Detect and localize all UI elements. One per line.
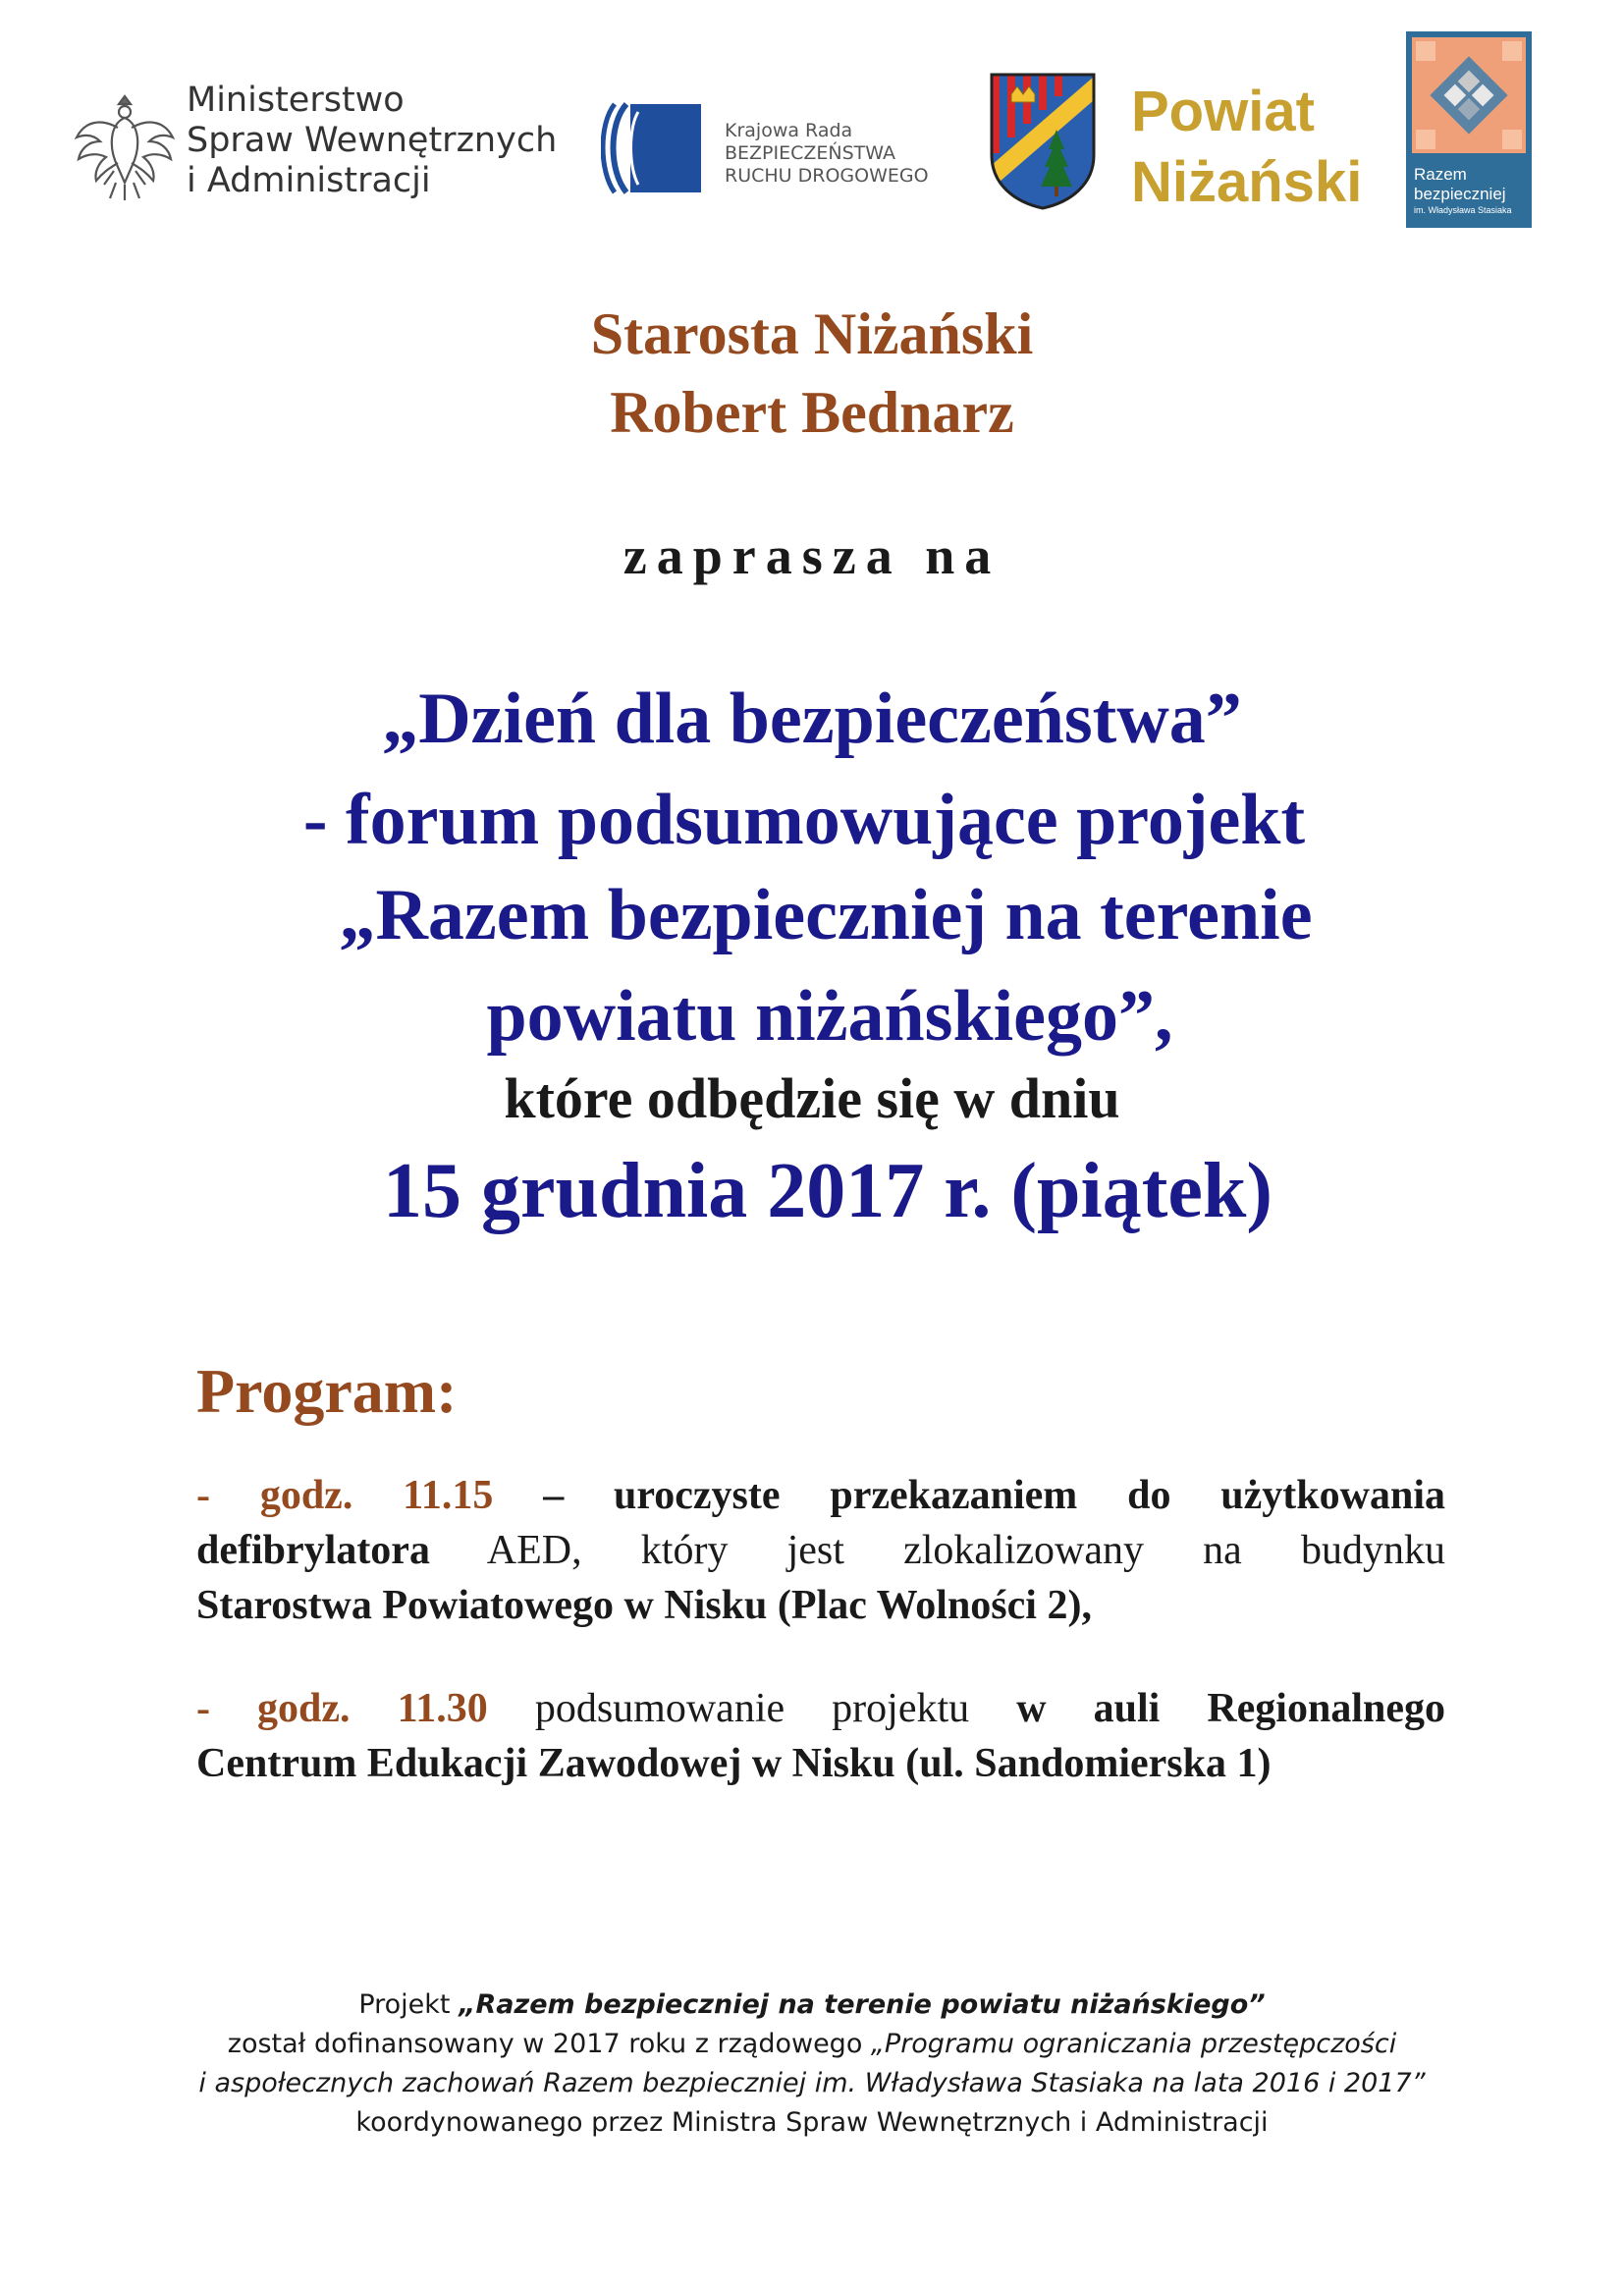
logo-krbrd — [601, 98, 954, 206]
krbrd-line-3: RUCHU DROGOWEGO — [725, 165, 929, 187]
razem-name — [1414, 165, 1512, 216]
puzzle-icon — [1412, 37, 1526, 153]
logo-razem-bezpieczniej — [1406, 31, 1532, 228]
program-item-1 — [196, 1468, 1445, 1633]
krbrd-name — [725, 120, 929, 188]
funding-line-2 — [0, 2025, 1624, 2064]
event-title-line-3: „Razem bezpieczniej na terenie — [339, 875, 1313, 955]
funding-line-1 — [0, 1986, 1624, 2025]
organizer-name: Robert Bednarz — [610, 380, 1014, 445]
razem-line-3: im. Władysława Stasiaka — [1414, 205, 1512, 215]
organizer — [0, 295, 1624, 452]
ministry-line-1: Ministerstwo — [187, 81, 405, 120]
program-item-2 — [196, 1681, 1445, 1791]
funding-program-name-cont: i aspołecznych zachowań Razem bezpieczniej im. Władysława Stasiaka na lata 2016 i 2017” — [198, 2068, 1426, 2098]
program-item-1-line-2 — [196, 1523, 1445, 1578]
razem-line-2: bezpieczniej — [1414, 185, 1506, 203]
razem-line-1: Razem — [1414, 165, 1467, 184]
eagle-icon — [71, 88, 179, 206]
invite-text: zaprasza na — [623, 526, 1001, 585]
powiat-line-2: Niżański — [1131, 150, 1363, 214]
ministry-name — [187, 81, 557, 201]
ministry-line-3: i Administracji — [187, 161, 431, 200]
program-item-1-text-2b: AED, który jest zlokalizowany na budynku — [429, 1528, 1445, 1573]
program-item-2-time: - godz. 11.30 — [196, 1686, 488, 1731]
funding-line-2a: został dofinansowany w 2017 roku z rządowego — [227, 2029, 871, 2059]
event-title-line-2: - forum podsumowujące projekt — [302, 780, 1306, 860]
powiat-line-1: Powiat — [1131, 80, 1315, 143]
organizer-title: Starosta Niżański — [590, 301, 1034, 366]
program-item-1-line-1 — [196, 1468, 1445, 1523]
event-title-line-4: powiatu niżańskiego”, — [486, 976, 1173, 1057]
funding-program-name: „Programu ograniczania przestępczości — [870, 2029, 1397, 2059]
krbrd-line-1: Krajowa Rada — [725, 120, 853, 141]
program-heading: Program: — [196, 1356, 458, 1426]
program-item-1-text-3: Starostwa Powiatowego w Nisku (Plac Wolności 2), — [196, 1583, 1092, 1628]
coat-of-arms-icon — [988, 71, 1098, 210]
program-item-2-line-1 — [196, 1681, 1445, 1736]
ministry-line-2: Spraw Wewnętrznych — [187, 121, 558, 160]
krbrd-mark-icon — [601, 98, 701, 196]
event-date: 15 grudnia 2017 r. (piątek) — [382, 1148, 1272, 1234]
funding-note — [0, 1986, 1624, 2143]
funding-line-3 — [0, 2064, 1624, 2103]
krbrd-line-2: BEZPIECZEŃSTWA — [725, 142, 896, 164]
logo-powiat — [988, 71, 1363, 218]
funding-line-4: koordynowanego przez Ministra Spraw Wewnętrznych i Administracji — [355, 2107, 1269, 2138]
program-item-1-text-2a: defibrylatora — [196, 1528, 430, 1573]
funding-project-name: „Razem bezpieczniej na terenie powiatu niżańskiego” — [459, 1989, 1266, 2020]
event-intro: które odbędzie się w dniu — [504, 1066, 1120, 1130]
logo-ministry — [71, 81, 581, 218]
program-item-2-text-2: Centrum Edukacji Zawodowej w Nisku (ul. Sandomierska 1) — [196, 1741, 1272, 1786]
program-item-1-time: - godz. 11.15 — [196, 1473, 494, 1518]
program-item-2-text-1a: podsumowanie projektu — [487, 1686, 1017, 1731]
event-title-line-1: „Dzień dla bezpieczeństwa” — [382, 679, 1242, 759]
funding-line-1a: Projekt — [358, 1989, 460, 2020]
program-item-1-text-1: – uroczyste przekazaniem do użytkowania — [543, 1473, 1446, 1518]
powiat-name — [1131, 77, 1362, 218]
program-item-2-text-1b: w auli Regionalnego — [1016, 1686, 1446, 1731]
